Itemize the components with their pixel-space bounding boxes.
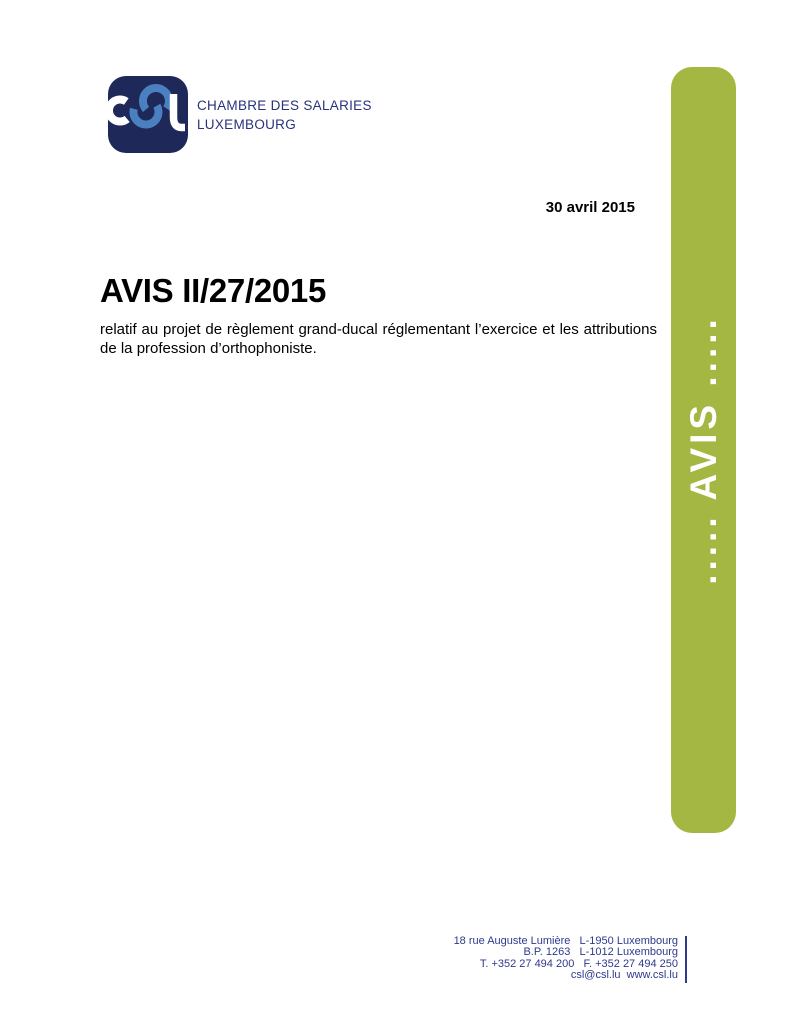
footer-web-line: csl@csl.lu www.csl.lu — [570, 969, 678, 982]
footer-address-line: 18 rue Auguste Lumière L-1950 Luxembourg — [453, 935, 678, 947]
footer-vertical-rule — [685, 936, 687, 983]
avis-banner — [671, 67, 736, 833]
document-subtitle: relatif au projet de règlement grand-ducal réglementant l’exercice et les attributions de la profession d’orthophoniste. — [100, 321, 657, 357]
brand-line-1: CHAMBRE DES SALARIES — [197, 98, 372, 113]
csl-logo — [100, 70, 192, 158]
footer-address-block — [454, 936, 678, 982]
page-title: AVIS II/27/2015 — [100, 272, 327, 309]
brand-name — [197, 97, 372, 134]
avis-banner-vertical-label: ..... AVIS ..... — [682, 315, 724, 585]
document-date: 30 avril 2015 — [545, 199, 635, 216]
footer-phone-line: T. +352 27 494 200 F. +352 27 494 250 — [479, 957, 678, 970]
footer-address-line: B.P. 1263 L-1012 Luxembourg — [523, 946, 678, 959]
brand-line-2: LUXEMBOURG — [197, 116, 297, 132]
